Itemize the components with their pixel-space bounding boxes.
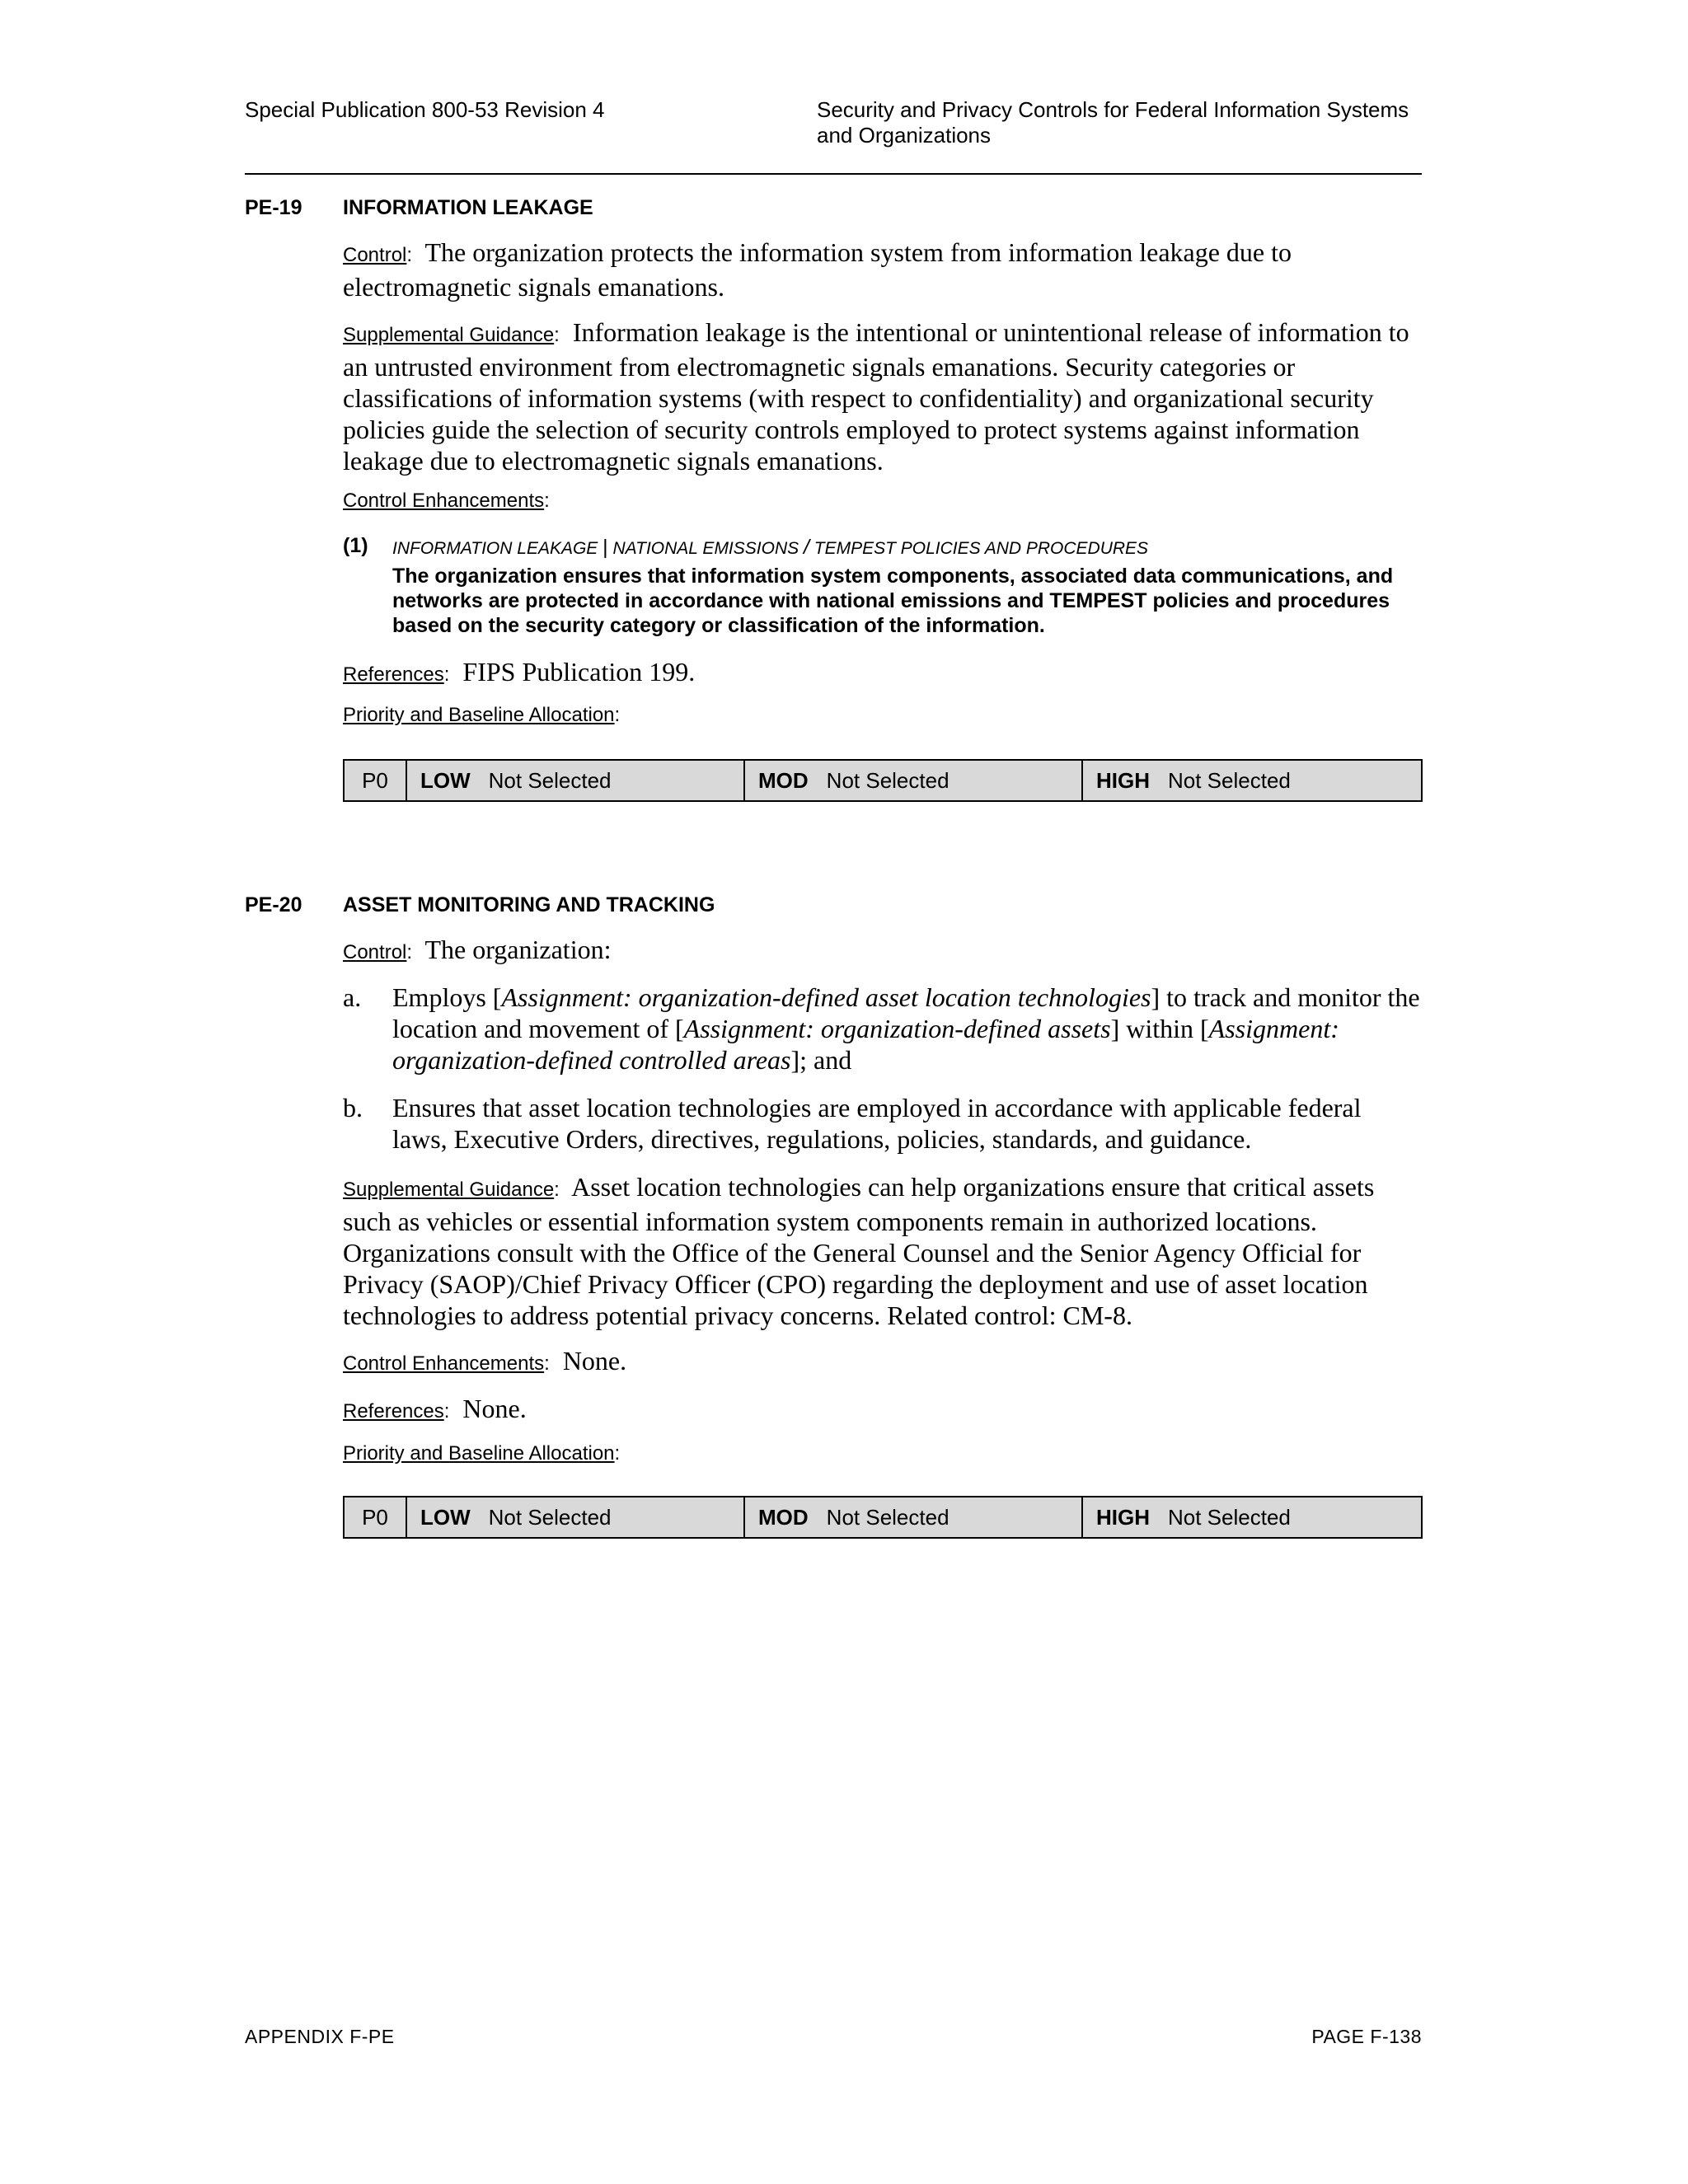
pe20-item-a-text-2: ] to track and monitor the location and movement of [	[392, 982, 1420, 1043]
header-divider	[245, 173, 1422, 175]
pe19-priority-heading: Priority and Baseline Allocation:	[343, 704, 621, 726]
pe19-enh-body: The organization ensures that information system components, associated data communications, and networks are protected in accordance with national emissions and TEMPEST policies and procedures based on the security category or classification of the information.	[392, 565, 1394, 637]
pe20-mod-cell	[745, 1497, 1083, 1537]
pe20-item-a-text-3: ] within [	[1110, 1014, 1209, 1043]
pe19-low-cell	[407, 761, 745, 800]
pe20-references: References: None.	[343, 1394, 527, 1423]
pe20-baseline-table	[343, 1496, 1423, 1539]
pe20-control-title: ASSET MONITORING AND TRACKING	[343, 893, 715, 916]
running-header-right-line2: and Organizations	[817, 123, 992, 148]
pe19-enh-title-sep2: /	[803, 536, 809, 559]
pe20-list-item-a	[343, 982, 1423, 1076]
pe19-low-label: LOW	[420, 767, 471, 793]
pe20-supp-text: Asset location technologies can help organizations ensure that critical assets such as vehicles or essential information system components remain in authorized locations. Organizations consult with the Office of the General Counsel and the Senior Agency Official for Privacy (SAOP)/Chief Privacy Officer (CPO) regarding the deployment and use of asset location technologies to address potential privacy concerns. Related control: CM-8.	[343, 1172, 1375, 1330]
pe19-baseline-table	[343, 759, 1423, 802]
pe19-mod-cell	[745, 761, 1083, 800]
pe20-item-a-text-4: ]; and	[790, 1045, 852, 1075]
pe19-supplemental-guidance: Supplemental Guidance: Information leakage is the intentional or unintentional release of information to an untrusted environment from electromagnetic signals emanations. Security categories or classifications of information systems (with respect to confidentiality) and organizational security policies guide the selection of security controls employed to protect systems against information leakage due to electromagnetic signals emanations.	[343, 317, 1409, 476]
pe20-high-value: Not Selected	[1168, 1504, 1291, 1530]
footer-appendix: APPENDIX F-PE	[245, 2026, 395, 2047]
pe20-item-a-marker: a.	[343, 982, 362, 1012]
pe20-item-a-assignment-2: Assignment: organization-defined assets	[683, 1014, 1111, 1043]
pe19-control-title: INFORMATION LEAKAGE	[343, 196, 593, 219]
pe19-mod-label: MOD	[758, 767, 809, 793]
pe19-high-cell	[1083, 761, 1421, 800]
running-header-right	[817, 97, 1443, 148]
pe20-control-statement: Control: The organization:	[343, 935, 612, 964]
pe19-mod-value: Not Selected	[826, 767, 950, 793]
pe20-supp-label: Supplemental Guidance	[343, 1179, 555, 1201]
pe19-ref-label: References	[343, 663, 444, 686]
pe20-ref-text: None.	[462, 1394, 527, 1423]
pe19-references: References: FIPS Publication 199.	[343, 657, 696, 687]
pe20-low-value: Not Selected	[488, 1504, 612, 1530]
pe20-enhancements: Control Enhancements: None.	[343, 1346, 627, 1376]
pe20-control-id: PE-20	[245, 893, 302, 916]
pe19-ref-text: FIPS Publication 199.	[462, 657, 696, 687]
pe19-control-text: The organization protects the information system from information leakage due to electromagnetic signals emanations.	[343, 237, 1292, 302]
pe20-enh-label: Control Enhancements	[343, 1352, 545, 1375]
pe20-priority-cell: P0	[345, 1497, 407, 1537]
pe20-mod-label: MOD	[758, 1504, 809, 1530]
pe19-enh-title-sep: |	[603, 536, 608, 559]
pe19-enh-title-a: INFORMATION LEAKAGE	[392, 539, 598, 558]
pe19-enh-title-b: NATIONAL EMISSIONS	[612, 539, 799, 558]
pe19-control-statement: Control: The organization protects the information system from information leakage due to electromagnetic signals emanations.	[343, 237, 1292, 302]
pe20-item-a-assignment-1: Assignment: organization-defined asset location technologies	[501, 982, 1151, 1012]
pe20-pb-label: Priority and Baseline Allocation	[343, 1442, 615, 1465]
pe19-low-value: Not Selected	[488, 767, 612, 793]
pe19-high-value: Not Selected	[1168, 767, 1291, 793]
pe20-control-text: The organization:	[424, 935, 612, 964]
pe19-enh-number: (1)	[343, 534, 368, 557]
pe20-low-label: LOW	[420, 1504, 471, 1530]
pe20-low-cell	[407, 1497, 745, 1537]
pe20-list-item-b	[343, 1092, 1423, 1155]
pe19-high-label: HIGH	[1096, 767, 1150, 793]
footer-page-number: PAGE F-138	[1311, 2026, 1422, 2047]
pe20-high-label: HIGH	[1096, 1504, 1150, 1530]
pe20-enh-text: None.	[562, 1346, 627, 1376]
running-header-left: Special Publication 800-53 Revision 4	[245, 97, 605, 122]
pe20-item-b-marker: b.	[343, 1093, 363, 1122]
pe20-priority-heading: Priority and Baseline Allocation:	[343, 1442, 621, 1465]
pe20-high-cell	[1083, 1497, 1421, 1537]
pe20-mod-value: Not Selected	[826, 1504, 950, 1530]
pe19-enh-title	[392, 536, 1148, 560]
pe20-item-a-assignment-3: Assignment: organization-defined controlled areas	[392, 1014, 1339, 1075]
pe20-supplemental-guidance: Supplemental Guidance: Asset location technologies can help organizations ensure that critical assets such as vehicles or essential information system components remain in authorized locations. Organizations consult with the Office of the General Counsel and the Senior Agency Official for Privacy (SAOP)/Chief Privacy Officer (CPO) regarding the deployment and use of asset location technologies to address potential privacy concerns. Related control: CM-8.	[343, 1172, 1375, 1330]
pe19-control-label: Control	[343, 244, 407, 266]
pe19-supp-label: Supplemental Guidance	[343, 324, 555, 346]
pe19-priority-cell: P0	[345, 761, 407, 800]
pe20-control-label: Control	[343, 941, 407, 963]
pe19-enhancements-heading: Control Enhancements:	[343, 490, 550, 512]
pe19-enh-title-c: TEMPEST POLICIES AND PROCEDURES	[814, 539, 1149, 558]
pe20-ref-label: References	[343, 1400, 444, 1422]
pe20-item-a-text-1: Employs [	[392, 982, 502, 1012]
pe20-item-b-text: Ensures that asset location technologies are employed in accordance with applicable federal laws, Executive Orders, directives, regulations, policies, standards, and guidance.	[392, 1093, 1362, 1154]
pe19-supp-text: Information leakage is the intentional or unintentional release of information to an untrusted environment from electromagnetic signals emanations. Security categories or classifications of information systems (with respect to confidentiality) and organizational security policies guide the selection of security controls employed to protect systems against information leakage due to electromagnetic signals emanations.	[343, 317, 1409, 476]
pe19-enh-label: Control Enhancements	[343, 490, 545, 512]
running-header-right-line1: Security and Privacy Controls for Federal Information Systems	[817, 97, 1409, 122]
pe19-pb-label: Priority and Baseline Allocation	[343, 704, 615, 726]
pe19-control-id: PE-19	[245, 196, 302, 219]
